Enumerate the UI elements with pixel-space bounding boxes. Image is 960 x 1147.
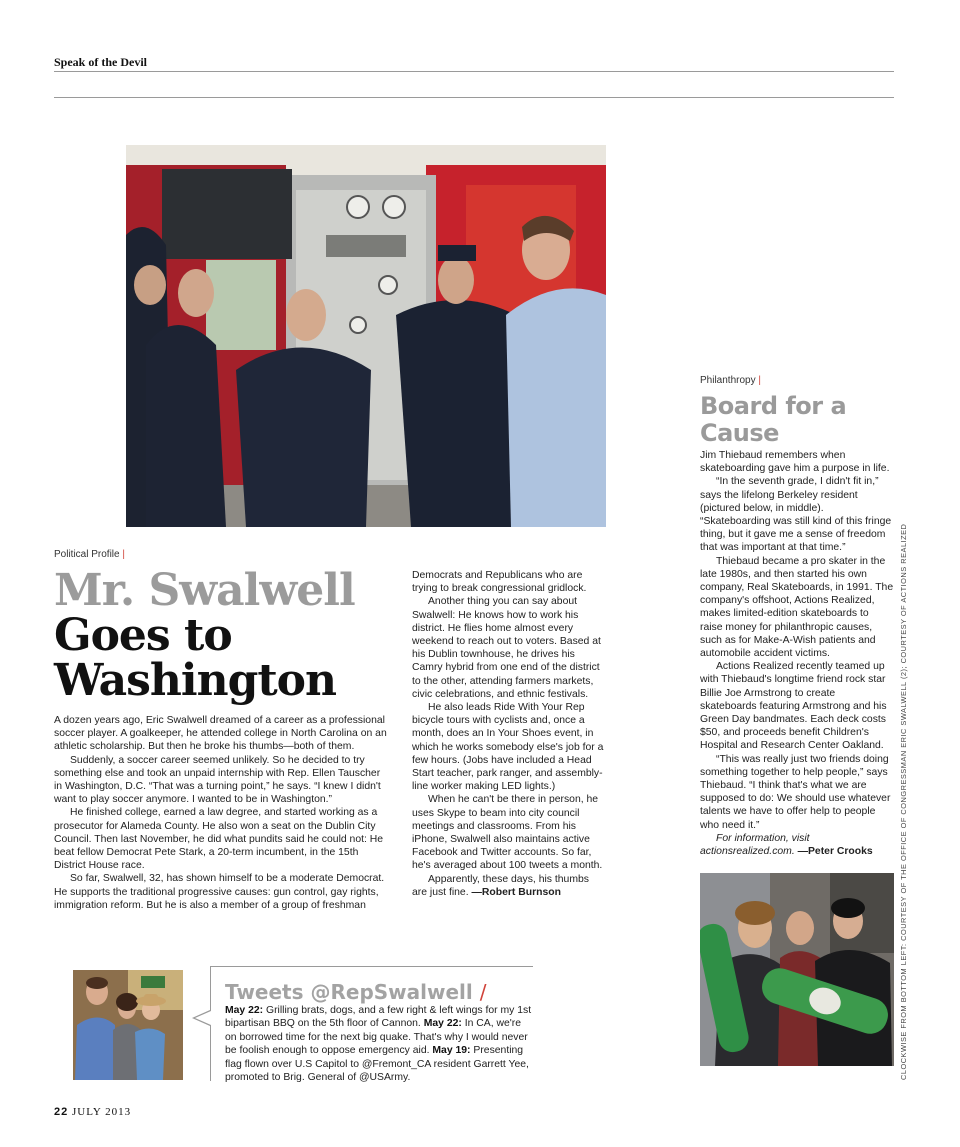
firefighters-photo bbox=[126, 145, 606, 527]
paragraph: When he can't be there in person, he uses Skype to beam into city council meetings and classrooms. From his iPhone, Swalwell also maintains active Facebook and Twitter accounts. So far, he's averaged about 100 tweets a month. bbox=[412, 794, 603, 872]
paragraph: Suddenly, a soccer career seemed unlikely. So he decided to try something else and took an unpaid internship with Rep. Ellen Tauscher in Washington, D.C. “That was a turning point,” he says. “I knew I didn't want to play soccer anymore. I wanted to be in Washington.” bbox=[54, 754, 381, 806]
profile-column-2 bbox=[412, 569, 606, 899]
tweets-notch-fill bbox=[195, 1011, 211, 1025]
section-title: Speak of the Devil bbox=[54, 55, 147, 69]
paragraph: “In the seventh grade, I didn't fit in,” says the lifelong Berkeley resident (pictured below, in middle). “Skateboarding was still kind of this fringe thing, but it gave me a sense of freedom that was important at that time.” bbox=[700, 476, 892, 554]
paragraph bbox=[412, 873, 606, 899]
photo-credit: CLOCKWISE FROM BOTTOM LEFT: COURTESY OF THE OFFICE OF CONGRESSMAN ERIC SWALWELL (2); COURTESY OF ACTIONS REALIZED bbox=[899, 523, 908, 1080]
philanthropy-byline: —Peter Crooks bbox=[797, 846, 873, 858]
closing-text: Apparently, these days, his thumbs are just fine. bbox=[412, 873, 589, 898]
family-photo bbox=[73, 970, 183, 1080]
paragraph: Actions Realized recently teamed up with Thiebaud's longtime friend rock star Billie Joe Armstrong to create skateboards featuring Armstrong and his Green Day bandmates. Each deck costs $50, and proceeds benefit Children's Hospital and Research Center Oakland. bbox=[700, 661, 887, 752]
kicker-bar: | bbox=[122, 549, 125, 560]
tweet-date: May 22: bbox=[225, 1005, 264, 1016]
tweet-date: May 22: bbox=[423, 1018, 462, 1030]
tweet-text: Grilling brats, dogs, and a few right & left wings for my 1st bipartisan BBQ on the 5th floor of Cannon. bbox=[225, 1005, 532, 1030]
tweets-slash: / bbox=[479, 980, 487, 1004]
paragraph: He also leads Ride With Your Rep bicycle tours with cyclists and, once a month, does an In Your Shoes event, in which he works somebody else's job for a few hours. (Jobs have included a Head Start teacher, park ranger, and assembly-line worker making LED lights.) bbox=[412, 702, 604, 793]
profile-byline: —Robert Burnson bbox=[471, 886, 561, 898]
tweets-title bbox=[225, 981, 486, 1003]
headline-line-2: Goes to bbox=[54, 610, 232, 661]
header-rule-top bbox=[54, 71, 894, 72]
kicker-bar: | bbox=[758, 375, 761, 386]
headline-line-3: Washington bbox=[54, 655, 336, 706]
folio bbox=[54, 1106, 131, 1118]
header-rule-bottom bbox=[54, 97, 894, 98]
skateboards-photo bbox=[700, 873, 894, 1066]
tweet-text: Presenting flag flown over U.S Capitol to @Fremont_CA resident Garrett Yee, promoted to Brig. General of @USArmy. bbox=[225, 1045, 529, 1084]
paragraph: He finished college, earned a law degree, and started working as a prosecutor for Alameda County. He also won a seat on the Dublin City Council. Then last November, he did what pundits said he could not: He beat fellow Democrat Pete Stark, a 20-term incumbent, in the 15th District House race. bbox=[54, 807, 384, 872]
philanthropy-body bbox=[700, 449, 894, 858]
paragraph: Democrats and Republicans who are trying to break congressional gridlock. bbox=[412, 570, 587, 595]
tweet-date: May 19: bbox=[432, 1045, 471, 1057]
page-number: 22 bbox=[54, 1106, 69, 1118]
headline-grey: Mr. Swalwell bbox=[54, 565, 355, 616]
paragraph: “This was really just two friends doing something together to help people,” says Thiebaud. “I think that's what we are supposed to do: We should use whatever talents we have to offer help to people who need it.” bbox=[700, 753, 891, 831]
paragraph bbox=[700, 832, 894, 858]
profile-column-1 bbox=[54, 714, 390, 912]
info-text: For information, visit actionsrealized.com. bbox=[700, 832, 810, 858]
philanthropy-headline-1: Board for a bbox=[700, 392, 847, 420]
philanthropy-kicker-label: Philanthropy bbox=[700, 375, 756, 386]
paragraph: Jim Thiebaud remembers when skateboarding gave him a purpose in life. bbox=[700, 450, 890, 475]
profile-kicker-label: Political Profile bbox=[54, 549, 120, 560]
issue-date: JULY 2013 bbox=[72, 1106, 132, 1118]
paragraph: A dozen years ago, Eric Swalwell dreamed of a career as a professional soccer player. A goalkeeper, he attended college in North Carolina on an athletic scholarship. But then he broke his thumbs—both of them. bbox=[54, 715, 387, 753]
philanthropy-kicker bbox=[700, 375, 761, 386]
tweets-body bbox=[225, 1004, 535, 1084]
tweets-title-text: Tweets @RepSwalwell bbox=[225, 980, 473, 1004]
profile-kicker bbox=[54, 549, 125, 560]
paragraph: Thiebaud became a pro skater in the late 1980s, and then started his own company, Real Skateboards, in 1991. The company's offshoot, Actions Realized, makes limited-edition skateboards to raise money for philanthropic causes, such as for Make-A-Wish patients and automobile accident victims. bbox=[700, 555, 894, 660]
tweet-text: In CA, we're on borrowed time for the next big quake. That's why I would never be foolish enough to oppose emergency aid. bbox=[225, 1018, 528, 1057]
paragraph: Another thing you can say about Swalwell: He knows how to work his district. He flies home almost every weekend to reach out to voters. Based at his Dublin townhouse, he drives his Camry hybrid from one end of the district to the other, attending farmers markets, civic celebrations, and ethnic festivals. bbox=[412, 596, 601, 700]
paragraph: So far, Swalwell, 32, has shown himself to be a moderate Democrat. He supports the traditional progressive causes: gun control, gay rights, immigration reform. But he is also a member of a group of freshman bbox=[54, 873, 385, 911]
philanthropy-headline-2: Cause bbox=[700, 419, 779, 447]
